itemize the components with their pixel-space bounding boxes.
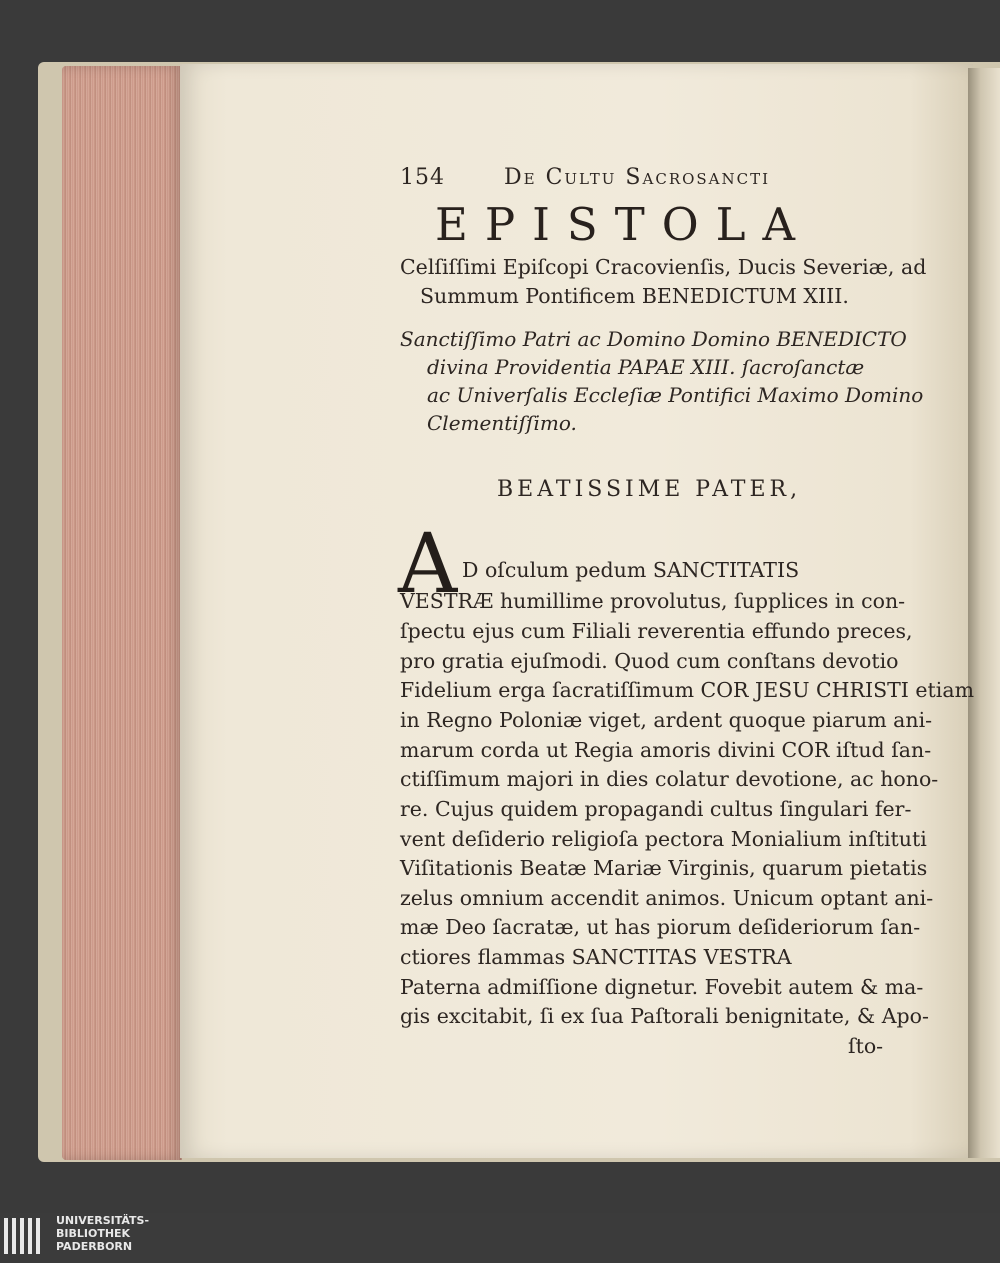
page-number: 154 — [400, 165, 445, 190]
dedication-line: Clementiſſimo. — [427, 411, 577, 435]
body-line: zelus omnium accendit animos. Unicum optant ani- — [400, 886, 934, 910]
logo-line: UNIVERSITÄTS- — [56, 1214, 150, 1227]
body-line: VESTRÆ humillime provolutus, ſupplices in con- — [400, 589, 906, 613]
dedication-line: divina Providentia PAPAE XIII. ſacroſanctæ — [427, 355, 865, 379]
page-heading: EPISTOLA — [435, 198, 813, 251]
facing-page-gutter — [968, 68, 1000, 1158]
body-line: re. Cujus quidem propagandi cultus ſingulari fer- — [400, 797, 912, 821]
dedication-line: Sanctiſſimo Patri ac Domino Domino BENEDICTO — [400, 327, 907, 351]
body-line: ctiores flammas SANCTITAS VESTRA — [400, 945, 792, 969]
library-logo-icon — [4, 1216, 48, 1256]
body-line: D oſculum pedum SANCTITATIS — [462, 558, 800, 582]
body-line: ctiſſimum majori in dies colatur devotione, ac hono- — [400, 767, 939, 791]
body-line: Paterna admiſſione dignetur. Fovebit autem & ma- — [400, 975, 924, 999]
body-line: mæ Deo ſacratæ, ut has piorum deſideriorum ſan- — [400, 915, 921, 939]
catchword: ſto- — [848, 1034, 884, 1058]
body-line: in Regno Poloniæ viget, ardent quoque piarum ani- — [400, 708, 933, 732]
running-title: De Cultu Sacrosancti — [504, 165, 771, 190]
salutation: BEATISSIME PATER, — [497, 477, 802, 502]
logo-line: PADERBORN — [56, 1240, 133, 1253]
running-head — [400, 165, 840, 195]
logo-line: BIBLIOTHEK — [56, 1227, 131, 1240]
page-edges — [62, 66, 182, 1160]
body-line: ſpectu ejus cum Filiali reverentia effundo preces, — [400, 619, 913, 643]
body-line: gis excitabit, ſi ex ſua Paſtorali benignitate, & Apo- — [400, 1004, 929, 1028]
body-line: vent deſiderio religioſa pectora Monialium inſtituti — [400, 827, 927, 851]
subtitle-line: Celſiſſimi Epiſcopi Cracovienſis, Ducis Severiæ, ad — [400, 255, 927, 279]
subtitle-line: Summum Pontificem BENEDICTUM XIII. — [420, 284, 849, 308]
library-logo-text — [56, 1214, 196, 1253]
drop-cap: A — [398, 517, 458, 612]
dedication-line: ac Univerſalis Eccleſiæ Pontifici Maximo Domino — [427, 383, 924, 407]
body-line: Viſitationis Beatæ Mariæ Virginis, quarum pietatis — [400, 856, 928, 880]
body-line: pro gratia ejuſmodi. Quod cum conſtans devotio — [400, 649, 899, 673]
body-line: marum corda ut Regia amoris divini COR iſtud ſan- — [400, 738, 932, 762]
body-line: Fidelium erga ſacratiſſimum COR JESU CHRISTI etiam — [400, 678, 975, 702]
